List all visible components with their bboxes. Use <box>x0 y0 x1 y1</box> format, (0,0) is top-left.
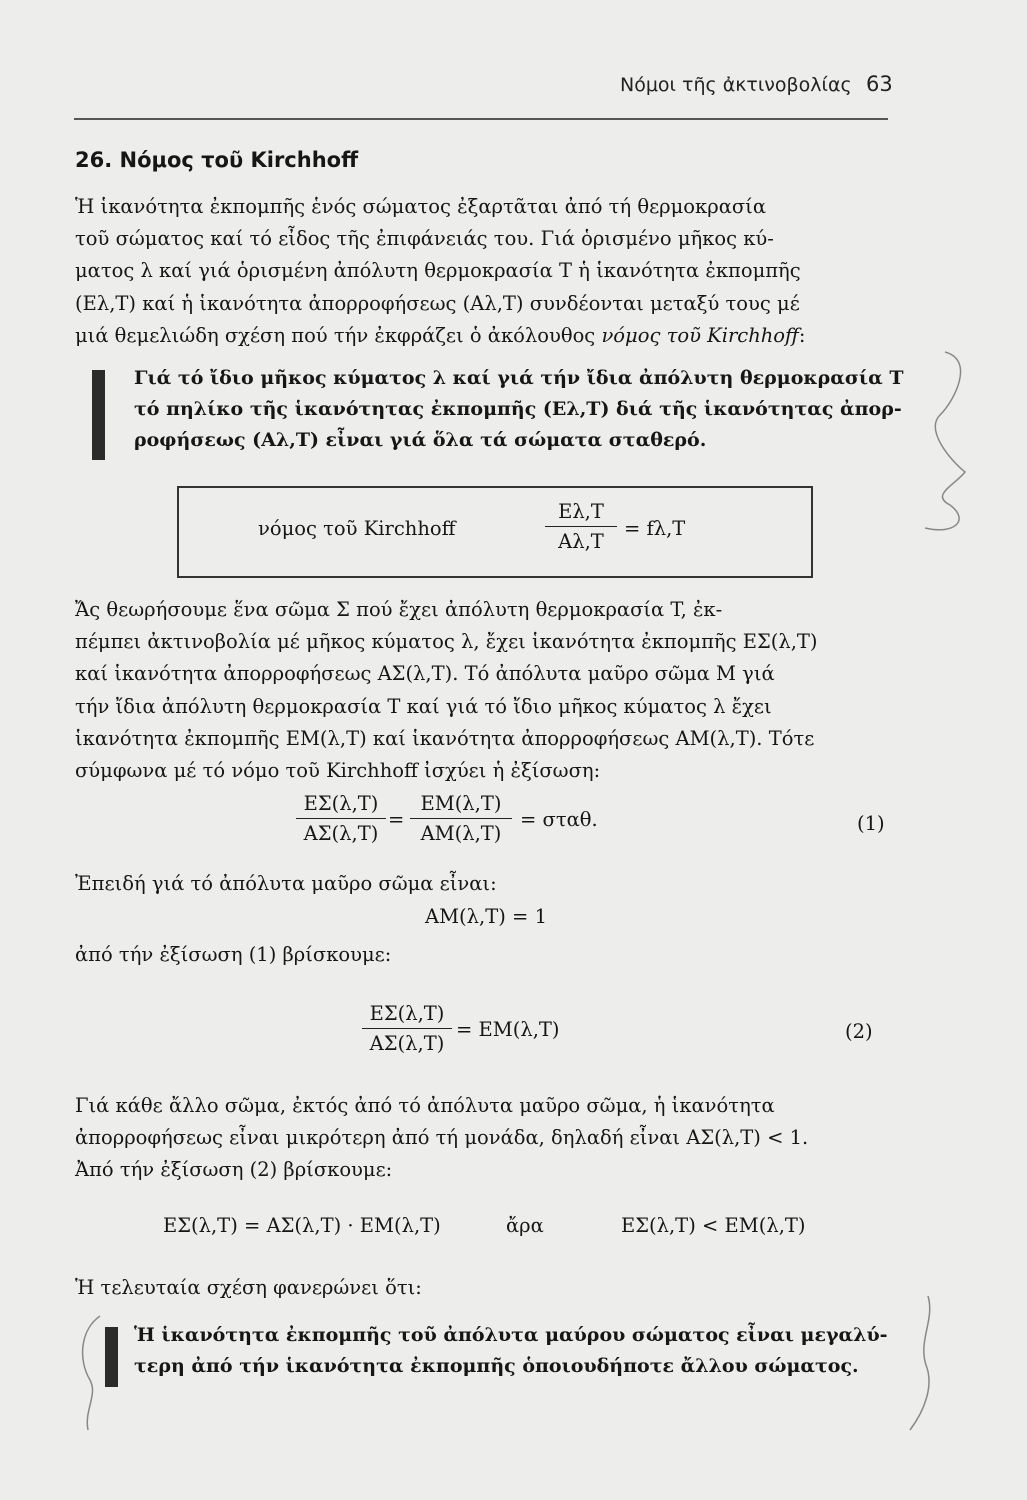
intro-line: ματος λ καί γιά ὁρισμένη ἀπόλυτη θερμοκρασία T ἡ ἱκανότητα ἐκπομπῆς <box>75 259 801 283</box>
law-name-italic: νόμος τοῦ Kirchhoff <box>601 323 799 347</box>
eq1-denominator-2: AM(λ,T) <box>420 822 502 845</box>
statement-line: Ἡ ἱκανότητα ἐκπομπῆς τοῦ ἀπόλυτα μαύρου σώματος εἶναι μεγαλύ- <box>134 1324 888 1346</box>
running-title: Νόμοι τῆς ἀκτινοβολίας <box>620 74 852 96</box>
eq1-numerator-1: EΣ(λ,T) <box>296 792 386 819</box>
intro-last-prefix: μιά θεμελιώδη σχέση πού τήν ἐκφράζει ὁ ἀκόλουθος <box>75 323 602 347</box>
last-line: Ἡ τελευταία σχέση φανερώνει ὅτι: <box>75 1276 422 1299</box>
law-box-label: νόμος τοῦ Kirchhoff <box>258 517 456 540</box>
eq-am: AM(λ,T) = 1 <box>425 905 547 928</box>
law-numerator: Eλ,T <box>545 500 617 527</box>
statement-line: Γιά τό ἴδιο μῆκος κύματος λ καί γιά τήν ἴδια ἀπόλυτη θερμοκρασία T <box>134 367 904 389</box>
blackbody-line: Ἐπειδή γιά τό ἀπόλυτα μαῦρο σῶμα εἶναι: <box>75 872 497 895</box>
page-number: 63 <box>866 72 893 96</box>
eq2-numerator: EΣ(λ,T) <box>362 1002 452 1029</box>
intro-last-suffix: : <box>798 323 806 347</box>
eq2-number: (2) <box>845 1020 873 1043</box>
paragraph-line: Γιά κάθε ἄλλο σῶμα, ἐκτός ἀπό τό ἀπόλυτα μαῦρο σῶμα, ἡ ἱκανότητα <box>75 1094 775 1117</box>
paragraph-line: Ἀπό τήν ἐξίσωση (2) βρίσκουμε: <box>75 1158 393 1182</box>
paragraph-line: καί ἱκανότητα ἀπορροφήσεως AΣ(λ,T). Τό ἀπόλυτα μαῦρο σῶμα M γιά <box>75 662 775 686</box>
eq1-number: (1) <box>857 812 885 835</box>
eq1-denominator-1: AΣ(λ,T) <box>303 822 379 845</box>
eq1-equals: = <box>388 808 405 831</box>
paragraph-line: ἀπορροφήσεως εἶναι μικρότερη ἀπό τή μονάδα, δηλαδή εἶναι AΣ(λ,T) < 1. <box>75 1126 809 1150</box>
section-title: 26. Νόμος τοῦ Kirchhoff <box>75 148 359 172</box>
statement-line: τό πηλίκο τῆς ἱκανότητας ἐκπομπῆς (Eλ,T) διά τῆς ἱκανότητας ἀπορ- <box>134 398 902 420</box>
eq3-left: EΣ(λ,T) = AΣ(λ,T) · EM(λ,T) <box>163 1214 441 1237</box>
paragraph-line: ἱκανότητα ἐκπομπῆς EM(λ,T) καί ἱκανότητα ἀπορροφήσεως AM(λ,T). Τότε <box>75 726 815 750</box>
eq3-right: EΣ(λ,T) < EM(λ,T) <box>621 1214 806 1237</box>
paragraph-line: σύμφωνα μέ τό νόμο τοῦ Kirchhoff ἰσχύει ἡ ἐξίσωση: <box>75 759 601 783</box>
paragraph-line: πέμπει ἀκτινοβολία μέ μῆκος κύματος λ, ἔχει ἱκανότητα ἐκπομπῆς EΣ(λ,T) <box>75 630 818 654</box>
law-rhs: = fλ,T <box>624 517 686 540</box>
law-denominator: Aλ,T <box>558 530 604 553</box>
eq1-numerator-2: EM(λ,T) <box>410 792 512 819</box>
eq3-ara: ἄρα <box>506 1214 544 1237</box>
statement-line: τερη ἀπό τήν ἱκανότητα ἐκπομπῆς ὁποιουδήποτε ἄλλου σώματος. <box>134 1355 859 1377</box>
eq2-rhs: = EM(λ,T) <box>456 1018 560 1041</box>
from-eq1-line: ἀπό τήν ἐξίσωση (1) βρίσκουμε: <box>75 943 392 966</box>
intro-line: τοῦ σώματος καί τό εἶδος τῆς ἐπιφάνειάς του. Γιά ὁρισμένο μῆκος κύ- <box>75 227 774 251</box>
eq1-rhs: = σταθ. <box>520 808 598 831</box>
paragraph-line: τήν ἴδια ἀπόλυτη θερμοκρασία T καί γιά τό ἴδιο μῆκος κύματος λ ἔχει <box>75 694 772 718</box>
paragraph-line: Ἄς θεωρήσουμε ἕνα σῶμα Σ πού ἔχει ἀπόλυτη θερμοκρασία T, ἐκ- <box>75 598 723 621</box>
intro-line: Ἡ ἱκανότητα ἐκπομπῆς ἑνός σώματος ἐξαρτᾶται ἀπό τή θερμοκρασία <box>75 195 766 218</box>
intro-line: (Eλ,T) καί ἡ ἱκανότητα ἀπορροφήσεως (Aλ,T) συνδέονται μεταξύ τους μέ <box>75 291 800 315</box>
statement-line: ροφήσεως (Aλ,T) εἶναι γιά ὅλα τά σώματα σταθερό. <box>134 429 707 451</box>
eq2-denominator: AΣ(λ,T) <box>369 1032 445 1055</box>
